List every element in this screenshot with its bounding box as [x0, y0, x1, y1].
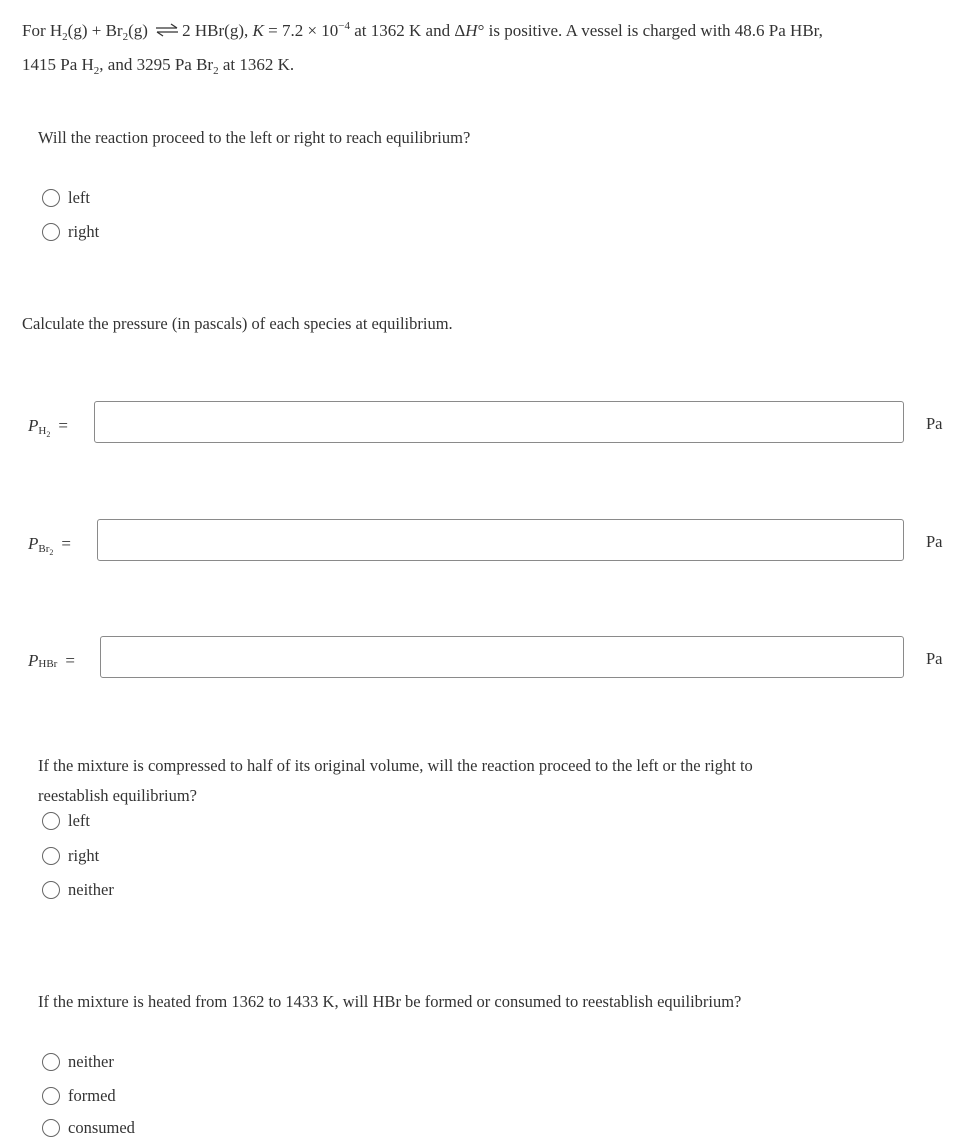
q1-option-right[interactable]: right [42, 220, 99, 244]
radio-button[interactable] [42, 1119, 60, 1137]
problem-line-2: 1415 Pa $H_2$, and 3295 Pa $Br_2$ at 1362 K. [22, 55, 295, 77]
p-br2-unit: Pa [926, 532, 943, 551]
q4-question: If the mixture is heated from 1362 to 1433 K, will HBr be formed or consumed to reestablish equilibrium? [38, 992, 742, 1011]
radio-button[interactable] [42, 847, 60, 865]
p-hbr-label: P HBr = [28, 651, 75, 670]
q1-option-left[interactable]: left [42, 186, 90, 210]
q1-question: Will the reaction proceed to the left or right to reach equilibrium? [38, 128, 471, 147]
q4-option-consumed[interactable]: consumed [42, 1116, 135, 1140]
problem-line-1: For $H_2(g) + Br_2(g)$ 2 HBr(g), $K = 7.2 \times 10^{-4}$ at 1362 K and ΔH° is positive. A vessel is charged with 48.6 Pa HBr, [22, 20, 823, 43]
q3-question: If the mixture is compressed to half of its original volume, will the reaction proceed to the left or the right to reestablish equilibrium? [38, 756, 753, 805]
radio-button[interactable] [42, 189, 60, 207]
radio-button[interactable] [42, 1087, 60, 1105]
radio-button[interactable] [42, 812, 60, 830]
q3-option-neither[interactable]: neither [42, 878, 114, 902]
p-hbr-unit: Pa [926, 649, 943, 668]
q4-option-formed[interactable]: formed [42, 1084, 116, 1108]
equilibrium-arrows-icon [154, 23, 180, 37]
p-hbr-input[interactable] [100, 636, 904, 678]
q3-option-left[interactable]: left [42, 809, 90, 833]
radio-button[interactable] [42, 881, 60, 899]
problem-statement [22, 12, 922, 85]
p-br2-label: P $Br_2$ = [28, 534, 71, 557]
radio-button[interactable] [42, 1053, 60, 1071]
q2-question: Calculate the pressure (in pascals) of each species at equilibrium. [22, 314, 453, 333]
p-br2-input[interactable] [97, 519, 904, 561]
p-h2-label: P $H_2$ = [28, 416, 68, 439]
p-h2-input[interactable] [94, 401, 904, 443]
q3-option-right[interactable]: right [42, 844, 99, 868]
radio-button[interactable] [42, 223, 60, 241]
p-h2-unit: Pa [926, 414, 943, 433]
q4-option-neither[interactable]: neither [42, 1050, 114, 1074]
